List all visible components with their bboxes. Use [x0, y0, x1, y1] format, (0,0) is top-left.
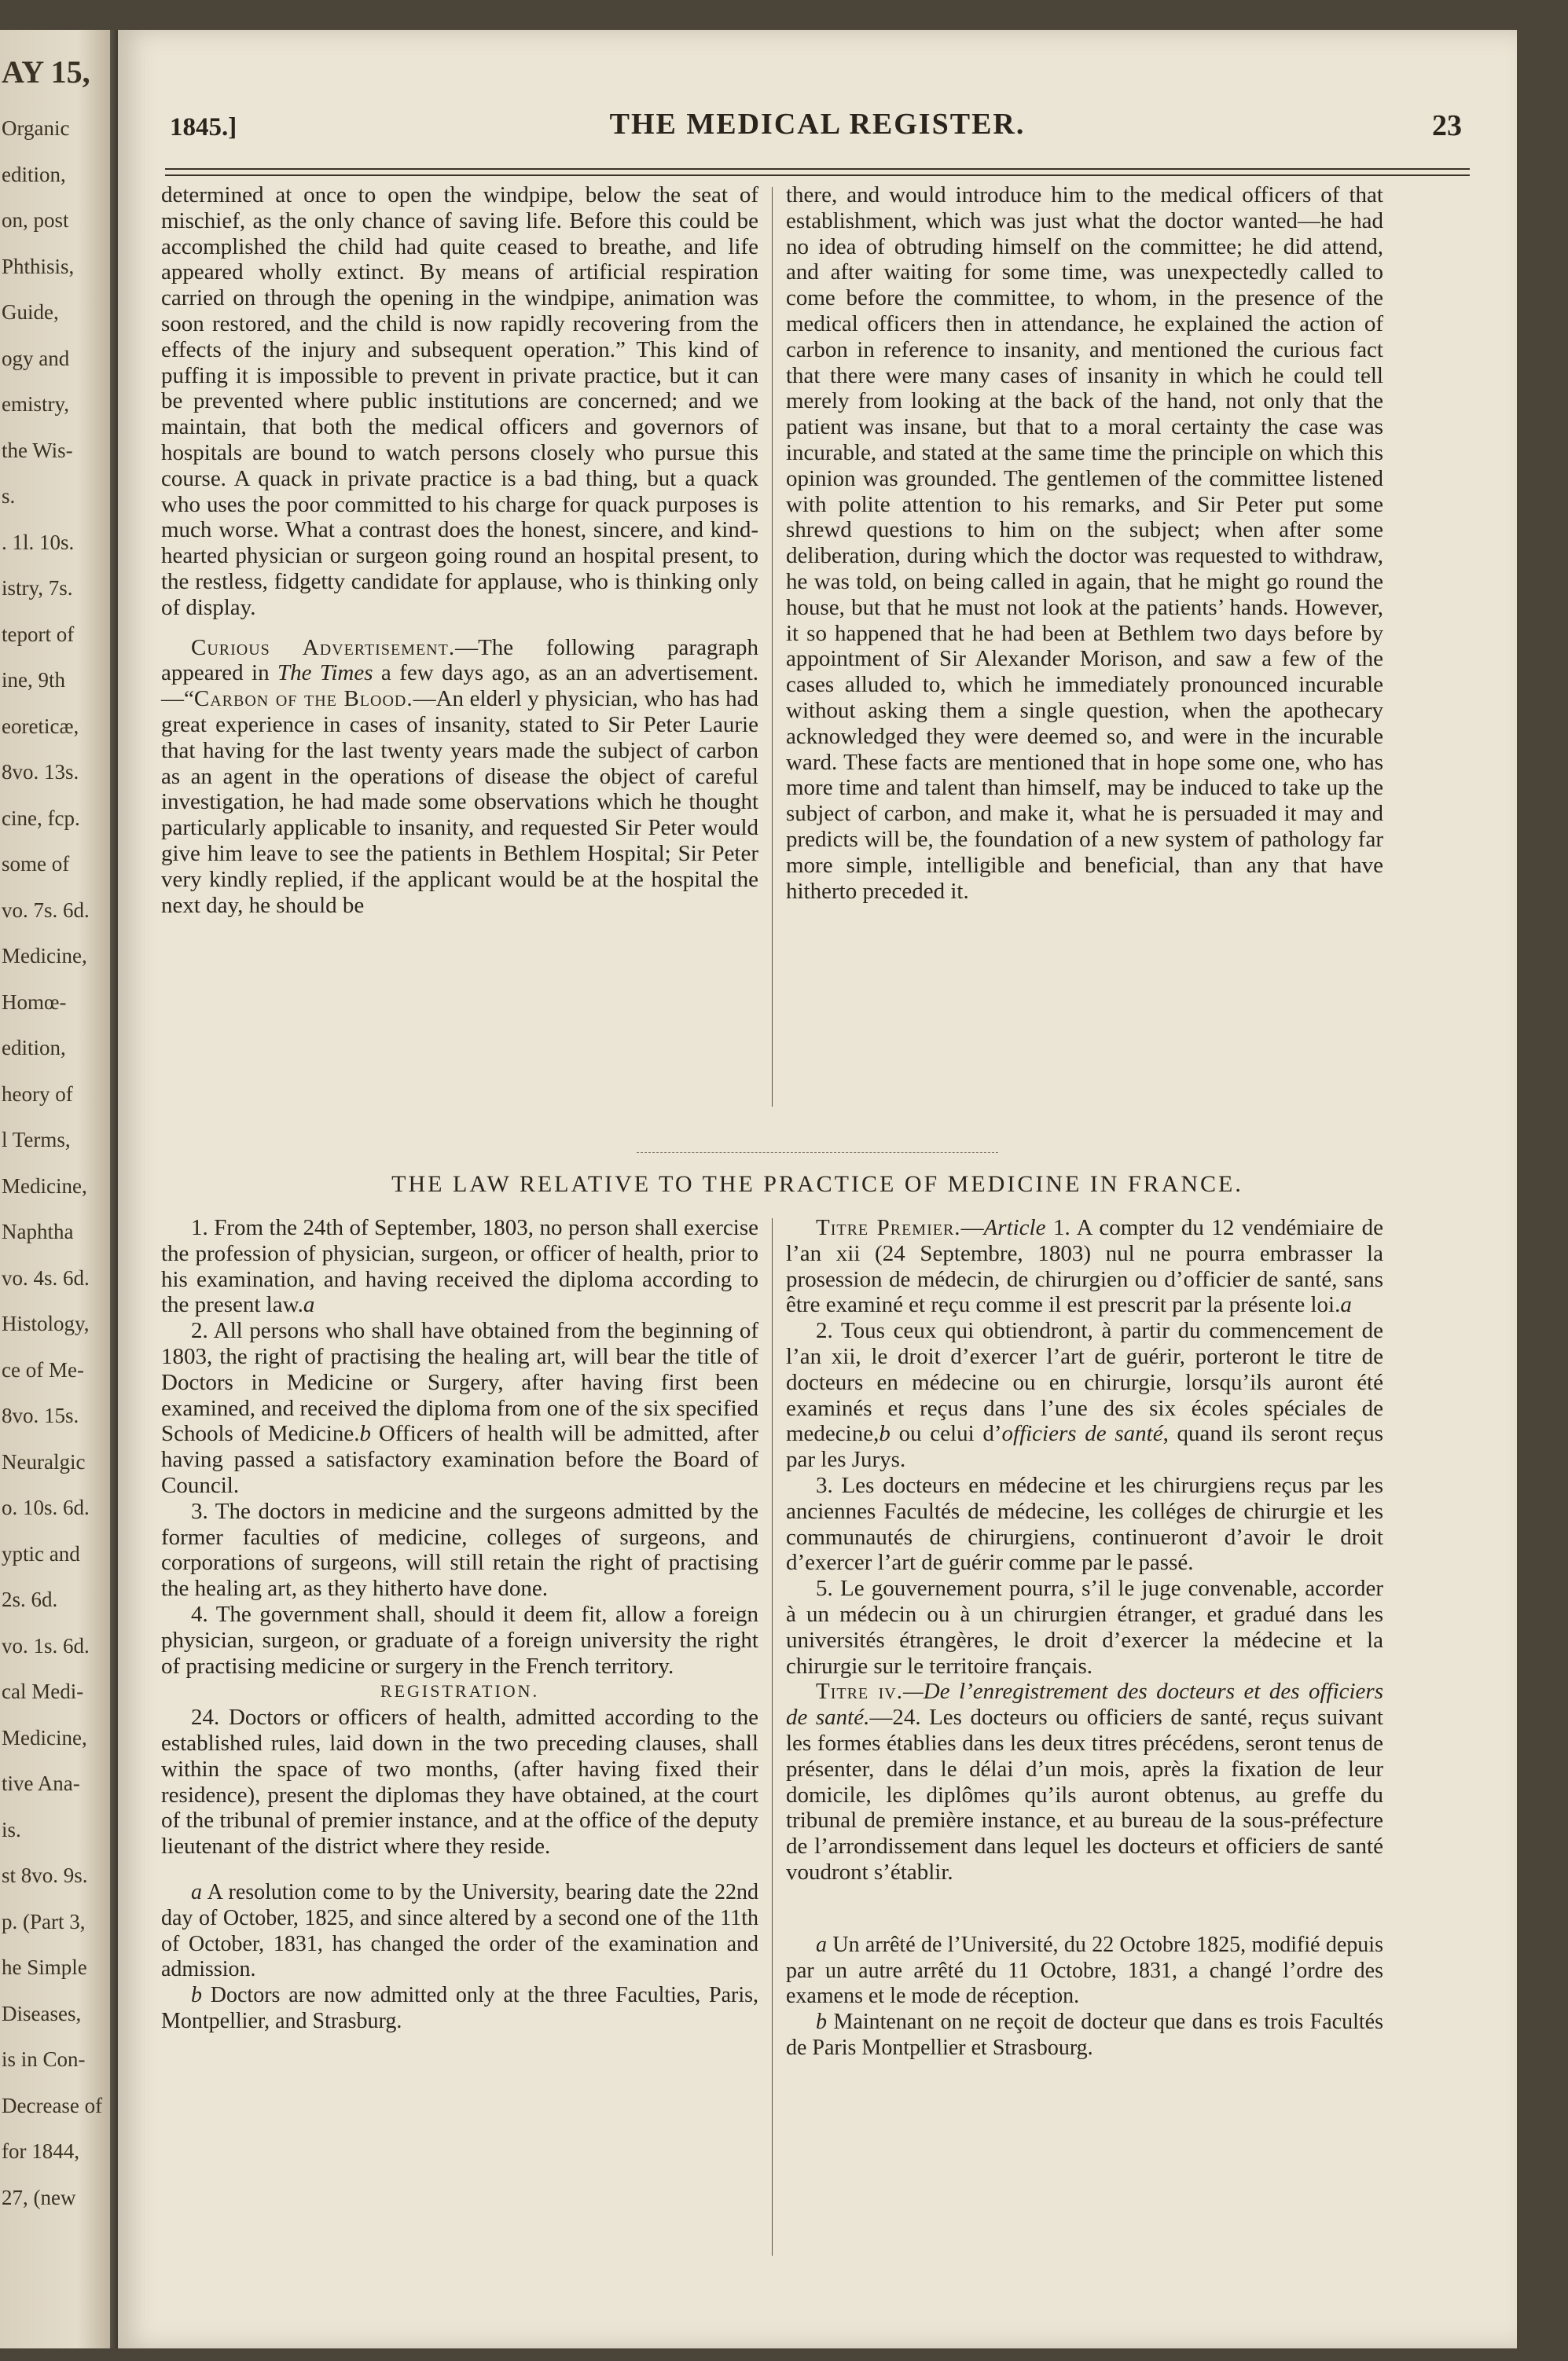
italic-span: officiers de santé	[1001, 1421, 1163, 1447]
paragraph-windpipe: determined at once to open the windpipe, below the seat of mischief, as the only chance of saving life. Before this could be accomplished the child had quite ceased to breathe, and life appeared wholly extinct. By means of artificial respiration carried on through the opening in the windpipe, animation was soon restored, and the child is now rapidly recovering from the effects of the injury and subsequent operation.” This kind of puffing it is impossible to prevent in private practice, but it can be prevented where public institutions are concerned; and we maintain, that both the medical officers and governors of hospitals are bound to watch persons closely who pursue this course. A quack in private practice is a bad thing, but a quack who uses the poor committed to his charge for quack purposes is much worse. What a contrast does the honest, sincere, and kind-hearted physician or surgeon going round an hospital present, to the restless, fidgetty candidate for applause, who is thinking only of display.	[161, 182, 758, 620]
header-year: 1845.]	[170, 113, 237, 141]
french-titre-4	[786, 1679, 1383, 1885]
facing-page-fragment: Naphtha	[2, 1220, 74, 1243]
running-header	[165, 105, 1470, 152]
facing-page-fragment: 8vo. 15s.	[2, 1404, 79, 1427]
facing-page-fragment: Phthisis,	[2, 254, 75, 278]
facing-page-fragment: emistry,	[2, 392, 69, 416]
english-article-24: 24. Doctors or officers of health, admitted according to the established rules, laid down in the two preceding clauses, shall within the space of two months, (after having fixed their residence), present the diplomas they have obtained, at the court of the tribunal of premier instance, and at the office of the deputy lieutenant of the district where they reside.	[161, 1705, 758, 1860]
text-span: Maintenant on ne reçoit de docteur que dans es trois Facultés de Paris Montpellier et Strasbourg.	[786, 2010, 1383, 2060]
facing-page-fragment: s.	[2, 484, 16, 508]
facing-page-fragment: 2s. 6d.	[2, 1588, 58, 1611]
article-label: Article	[983, 1215, 1046, 1240]
facing-page-fragment: Organic	[2, 116, 70, 140]
text-span: 1. A compter du 12 vendémiaire de l’an xii (24 Septembre, 1803) nul ne pourra embrasser la prosession de médecin, de chirurgien ou d’officier de santé, sans être examiné et reçu comme il est prescrit par la présente loi.	[786, 1215, 1383, 1318]
french-footnotes	[786, 1933, 1383, 2062]
facing-page-fragment: Homœ-	[2, 990, 67, 1014]
facing-page-fragment: heory of	[2, 1081, 73, 1106]
paragraph-bethlem: there, and would introduce him to the medical officers of that establishment, which was just what the doctor wanted—he had no idea of obtruding himself on the committee; he did attend, and after waiting for some time, was unexpectedly called to come before the committee, to whom, in the presence of the medical officers then in attendance, he explained the action of carbon in reference to insanity, and mentioned the curious fact that there were many cases of insanity in which he could tell merely from looking at the back of the hand, not only that the patient was insane, but that to a moral certainty the case was incurable, and stated at the same time the principle on which this opinion was grounded. The gentlemen of the committee listened with polite attention to his remarks, and Sir Peter put some shrewd questions to him on the subject; when after some deliberation, during which the doctor was requested to withdraw, he was told, on being called in again, that he might go round the house, but that he must not look at the patients’ hands. However, it so happened that he had been at Bethlem two days before by appointment of Sir Alexander Morison, and saw a few of the cases alluded to, which he immediately pronounced incurable without asking them a single question, when the apothecary acknowledged they were deemed so, and were in the incurable ward. These facts are mentioned that in hope some one, who has more time and talent than himself, may be induced to take up the subject of carbon, and make it, what he is persuaded it may and predicts will be, the foundation of a new system of pathology far more simple, intelligible and beneficial, than any that have hitherto preceded it.	[786, 182, 1383, 904]
facing-page-fragment: vo. 1s. 6d.	[2, 1633, 90, 1658]
italic-span: —De l’enregistrement des docteurs et des officiers de santé.	[786, 1679, 1383, 1731]
french-article-3: 3. Les docteurs en médecine et les chirurgiens reçus par les anciennes Facultés de médecine, les colléges de chirurgie et les communautés de chirurgiens, continueront d’avoir le droit d’exercer l’art de guérir comme par le passé.	[786, 1472, 1383, 1576]
facing-page-fragment: Guide,	[2, 300, 59, 324]
facing-page-fragment: vo. 4s. 6d.	[2, 1265, 90, 1290]
text-span: 1. From the 24th of September, 1803, no person shall exercise the profession of physician, surgeon, or officer of health, prior to his examination, and having received the diploma according to the present law.	[161, 1215, 758, 1318]
facing-page-fragment: Diseases,	[2, 2001, 82, 2025]
english-article-4: 4. The government shall, should it deem fit, allow a foreign physician, surgeon, or graduate of a foreign university the right of practising medicine or surgery in the French territory.	[161, 1601, 758, 1679]
section-ornament	[637, 1152, 998, 1153]
facing-page-fragment: ine, 9th	[2, 668, 65, 692]
footnote-mark: a	[816, 1932, 827, 1957]
facing-page-fragment: yptic and	[2, 1541, 80, 1566]
book-page	[118, 30, 1517, 2348]
text-span: —An elderl y physician, who has had great experience in cases of insanity, stated to Sir Peter Laurie that having for the last twenty years made the subject of carbon as an agent in the operations of disease the object of careful investigation, he had made some observations which he thought particularly applicable to insanity, and requested Sir Peter would give him leave to see the patients in Bethlem Hospital; Sir Peter very kindly replied, if the applicant would be at the hospital the next day, he should be	[161, 686, 759, 918]
text-span: A resolution come to by the University, bearing date the 22nd day of October, 1825, and since altered by a second one of the 11th of October, 1831, has changed the order of the examination and admission.	[161, 1879, 758, 1982]
facing-page-fragment: ce of Me-	[2, 1357, 84, 1382]
heading-curious-advertisement: Curious Advertisement.	[191, 634, 456, 660]
facing-page-fragment: edition,	[2, 1036, 66, 1059]
french-article-5: 5. Le gouvernement pourra, s’il le juge convenable, accorder à un médecin ou à un chirurgien étranger, et gradué dans les universités étrangères, le droit d’exercer la médecine et la chirurgie sur le territoire français.	[786, 1576, 1383, 1679]
text-span: ou celui d’	[890, 1421, 1002, 1447]
paragraph-curious-advertisement	[161, 635, 758, 919]
header-title: THE MEDICAL REGISTER.	[609, 108, 1026, 141]
facing-page-fragment: Decrease of	[2, 2093, 103, 2117]
text-span: a few days ago, as an an advertisement.—“	[161, 660, 759, 712]
facing-page-fragment: p. (Part 3,	[2, 1909, 86, 1933]
english-article-1	[161, 1215, 758, 1318]
column-divider-top	[772, 187, 773, 1107]
french-footnote-a	[786, 1933, 1383, 2010]
text-span: , quand ils seront reçus par les Jurys.	[786, 1421, 1383, 1473]
facing-page-fragment: Medicine,	[2, 944, 87, 968]
facing-page-fragment: o. 10s. 6d.	[2, 1496, 90, 1519]
english-article-2	[161, 1318, 758, 1499]
header-rule	[165, 168, 1470, 176]
text-span: 2. Tous ceux qui obtiendront, à partir du commencement de l’an xii, le droit d’exercer l’art de guérir, porteront le titre de docteurs en médecine ou en chirurgie, lorsqu’ils auront été examinés et reçus dans l’une des six écoles spéciales de medecine,	[786, 1318, 1383, 1447]
french-footnote-b	[786, 2010, 1383, 2062]
registration-heading: REGISTRATION.	[380, 1681, 540, 1702]
facing-page-fragment: cal Medi-	[2, 1680, 84, 1703]
facing-page-fragment: Medicine,	[2, 1725, 87, 1750]
french-column	[786, 1215, 1383, 2062]
facing-page-fragment: for 1844,	[2, 2139, 79, 2163]
top-right-column	[786, 182, 1383, 904]
english-article-3: 3. The doctors in medicine and the surgeons admitted by the former faculties of medicine, colleges of surgeons, and corporations of surgeons, will still retain the right of practising the healing art, as they hitherto have done.	[161, 1498, 758, 1602]
facing-page-fragment: the Wis-	[2, 438, 73, 462]
facing-page-fragment: on, post	[2, 208, 69, 232]
facing-page-edge	[0, 30, 110, 2348]
footnote-mark: b	[816, 2010, 827, 2035]
footnote-mark: a	[1340, 1292, 1352, 1318]
footnote-mark: a	[191, 1879, 202, 1904]
column-divider-bottom	[772, 1218, 773, 2256]
page-number: 23	[1432, 109, 1462, 142]
facing-page-fragment: AY 15,	[2, 54, 90, 90]
english-footnotes	[161, 1880, 758, 2035]
facing-page-fragment: some of	[2, 852, 70, 876]
facing-page-fragment: st 8vo. 9s.	[2, 1863, 88, 1887]
facing-page-fragment: is.	[2, 1817, 21, 1841]
facing-page-fragment: teport of	[2, 622, 75, 646]
text-span: Un arrêté de l’Université, du 22 Octobre 1825, modifié depuis par un autre arrêté du 11 Octobre, 1831, a changé l’ordre des examens et le mode de réception.	[786, 1932, 1383, 2009]
text-span: 2. All persons who shall have obtained from the beginning of 1803, the right of practising the healing art, will bear the title of Doctors in Medicine or Surgery, after having first been examined, and received the diploma from one of the six specified Schools of Medicine.	[161, 1318, 758, 1447]
french-article-2	[786, 1318, 1383, 1473]
heading-carbon-of-the-blood: Carbon of the Blood.	[193, 686, 413, 712]
facing-page-fragment: cine, fcp.	[2, 806, 80, 830]
footnote-mark: b	[879, 1421, 890, 1447]
facing-page-fragment: eoreticæ,	[2, 714, 79, 738]
text-span: Officers of health will be admitted, after having passed a satisfactory examination before the Board of Council.	[161, 1421, 758, 1498]
english-footnote-a	[161, 1880, 758, 1983]
section-title: THE LAW RELATIVE TO THE PRACTICE OF MEDICINE IN FRANCE.	[391, 1171, 1243, 1197]
facing-page-fragment: is in Con-	[2, 2047, 86, 2071]
facing-page-fragment: edition,	[2, 162, 66, 186]
english-column	[161, 1215, 758, 2035]
text-span: —24. Les docteurs ou officiers de santé, reçus suivant les formes établies dans les deux titres précédens, seront tenus de présenter, dans le délai d’un mois, après la fixation de leur domicile, les diplômes qu’ils auront obtenus, au greffe du tribunal de première instance, et au bureau de la sous-préfecture de l’arrondissement dans lequel les docteurs et officiers de santé voudront s’établir.	[786, 1705, 1383, 1885]
footnote-mark: b	[191, 1983, 202, 2008]
facing-page-fragment: he Simple	[2, 1955, 87, 1979]
english-footnote-b	[161, 1983, 758, 2035]
facing-page-fragment: l Terms,	[2, 1128, 71, 1151]
facing-page-fragment: Neuralgic	[2, 1449, 86, 1474]
facing-page-fragment: vo. 7s. 6d.	[2, 898, 90, 922]
facing-page-fragment: istry, 7s.	[2, 576, 73, 600]
facing-page-fragment: tive Ana-	[2, 1772, 80, 1795]
facing-page-fragment: Medicine,	[2, 1173, 87, 1198]
french-article-1	[786, 1215, 1383, 1318]
heading-titre-iv: Titre iv.	[816, 1679, 903, 1705]
facing-page-fragment: Histology,	[2, 1312, 90, 1335]
footnote-mark: a	[303, 1292, 315, 1318]
facing-page-fragment: ogy and	[2, 346, 70, 370]
heading-titre-premier: Titre Premier.	[816, 1215, 961, 1240]
text-span: —The following paragraph appeared in	[161, 634, 758, 686]
text-span: —	[960, 1215, 984, 1240]
facing-page-fragment: 8vo. 13s.	[2, 760, 79, 784]
facing-page-fragment: 27, (new	[2, 2185, 76, 2209]
top-left-column	[161, 182, 758, 918]
text-span: Doctors are now admitted only at the three Faculties, Paris, Montpellier, and Strasburg.	[161, 1983, 758, 2033]
the-times-title: The Times	[277, 660, 373, 686]
facing-page-fragment: . 1l. 10s.	[2, 530, 75, 554]
footnote-mark: b	[359, 1421, 372, 1447]
